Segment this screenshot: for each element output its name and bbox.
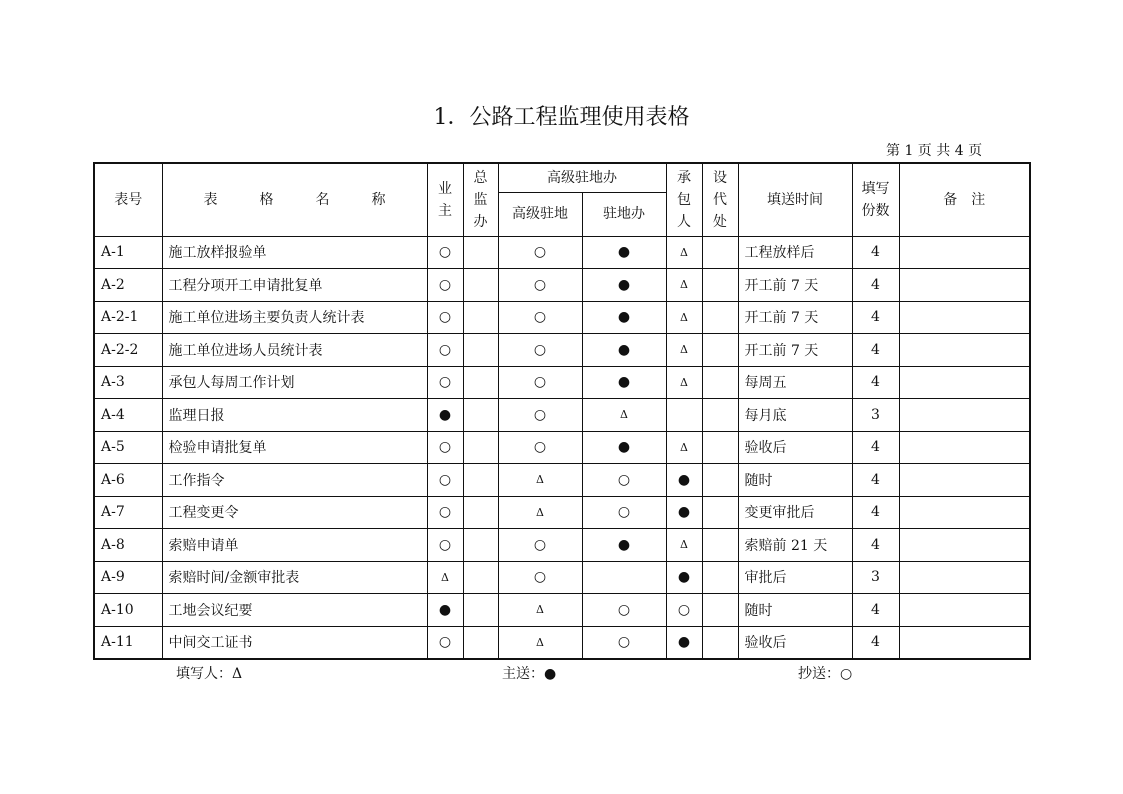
cell-senior-resident: ○	[498, 366, 582, 399]
cell-chief	[463, 431, 498, 464]
cell-remark	[899, 626, 1030, 659]
cell-resident: ○	[582, 594, 666, 627]
cell-remark	[899, 561, 1030, 594]
cell-remark	[899, 529, 1030, 562]
header-senior-resident: 高级驻地	[498, 192, 582, 236]
cell-copies: 4	[852, 334, 899, 367]
header-time: 填送时间	[738, 163, 852, 236]
cell-copies: 4	[852, 269, 899, 302]
table-row	[94, 496, 1030, 529]
cell-senior-resident: Δ	[498, 496, 582, 529]
cell-code: A-2-1	[94, 301, 162, 334]
cell-resident: ●	[582, 529, 666, 562]
cell-owner: ○	[427, 334, 463, 367]
cell-name: 施工放样报验单	[162, 236, 427, 269]
cell-time: 开工前 7 天	[738, 301, 852, 334]
header-resident: 驻地办	[582, 192, 666, 236]
cell-senior-resident: ○	[498, 561, 582, 594]
cell-name: 承包人每周工作计划	[162, 366, 427, 399]
cell-remark	[899, 236, 1030, 269]
cell-remark	[899, 399, 1030, 432]
cell-design	[702, 366, 738, 399]
cell-owner: Δ	[427, 561, 463, 594]
cell-chief	[463, 626, 498, 659]
cell-design	[702, 236, 738, 269]
cell-chief	[463, 496, 498, 529]
cell-chief	[463, 334, 498, 367]
header-owner: 业 主	[427, 163, 463, 236]
header-name: 表 格 名 称	[162, 163, 427, 236]
cell-contractor: Δ	[666, 301, 702, 334]
cell-owner: ○	[427, 301, 463, 334]
cell-name: 工地会议纪要	[162, 594, 427, 627]
cell-contractor: Δ	[666, 431, 702, 464]
header-code: 表号	[94, 163, 162, 236]
header-senior-group: 高级驻地办	[498, 163, 666, 192]
cell-resident: ●	[582, 366, 666, 399]
cell-code: A-8	[94, 529, 162, 562]
cell-design	[702, 561, 738, 594]
cell-owner: ○	[427, 496, 463, 529]
cell-owner: ○	[427, 236, 463, 269]
cell-chief	[463, 366, 498, 399]
cell-contractor: Δ	[666, 236, 702, 269]
cell-senior-resident: Δ	[498, 626, 582, 659]
cell-copies: 3	[852, 561, 899, 594]
cell-contractor: Δ	[666, 269, 702, 302]
cell-contractor: Δ	[666, 529, 702, 562]
cell-design	[702, 464, 738, 497]
table-row	[94, 626, 1030, 659]
cell-remark	[899, 334, 1030, 367]
cell-remark	[899, 464, 1030, 497]
table-row	[94, 269, 1030, 302]
table-row	[94, 301, 1030, 334]
header-design: 设 代 处	[702, 163, 738, 236]
cell-copies: 4	[852, 236, 899, 269]
cell-owner: ●	[427, 594, 463, 627]
cell-design	[702, 594, 738, 627]
cell-time: 每周五	[738, 366, 852, 399]
cell-code: A-6	[94, 464, 162, 497]
header-remark: 备 注	[899, 163, 1030, 236]
cell-chief	[463, 399, 498, 432]
cell-name: 索赔时间/金额审批表	[162, 561, 427, 594]
cell-design	[702, 496, 738, 529]
cell-name: 工程变更令	[162, 496, 427, 529]
cell-copies: 4	[852, 626, 899, 659]
cell-time: 变更审批后	[738, 496, 852, 529]
cell-chief	[463, 594, 498, 627]
cell-contractor: ●	[666, 626, 702, 659]
cell-code: A-9	[94, 561, 162, 594]
cell-chief	[463, 529, 498, 562]
cell-design	[702, 301, 738, 334]
cell-code: A-2-2	[94, 334, 162, 367]
cell-design	[702, 529, 738, 562]
cell-senior-resident: ○	[498, 399, 582, 432]
cell-copies: 4	[852, 301, 899, 334]
cell-owner: ○	[427, 431, 463, 464]
cell-design	[702, 399, 738, 432]
cell-senior-resident: ○	[498, 529, 582, 562]
cell-time: 工程放样后	[738, 236, 852, 269]
document-title: 1．公路工程监理使用表格	[433, 105, 690, 130]
table-row	[94, 594, 1030, 627]
cell-code: A-1	[94, 236, 162, 269]
cell-resident: ●	[582, 301, 666, 334]
cell-remark	[899, 301, 1030, 334]
cell-name: 索赔申请单	[162, 529, 427, 562]
cell-contractor: Δ	[666, 334, 702, 367]
cell-copies: 3	[852, 399, 899, 432]
cell-resident: ●	[582, 269, 666, 302]
cell-remark	[899, 431, 1030, 464]
cell-resident: ○	[582, 464, 666, 497]
cell-senior-resident: ○	[498, 236, 582, 269]
cell-resident: ○	[582, 626, 666, 659]
cell-owner: ●	[427, 399, 463, 432]
cell-copies: 4	[852, 529, 899, 562]
header-chief: 总 监 办	[463, 163, 498, 236]
cell-name: 工程分项开工申请批复单	[162, 269, 427, 302]
cell-name: 工作指令	[162, 464, 427, 497]
cell-resident: Δ	[582, 399, 666, 432]
table-row	[94, 366, 1030, 399]
cell-code: A-7	[94, 496, 162, 529]
cell-owner: ○	[427, 626, 463, 659]
cell-copies: 4	[852, 464, 899, 497]
cell-owner: ○	[427, 269, 463, 302]
cell-senior-resident: Δ	[498, 594, 582, 627]
cell-chief	[463, 301, 498, 334]
cell-contractor: ●	[666, 496, 702, 529]
cell-time: 审批后	[738, 561, 852, 594]
table-row	[94, 236, 1030, 269]
cell-senior-resident: ○	[498, 269, 582, 302]
cell-name: 中间交工证书	[162, 626, 427, 659]
cell-chief	[463, 464, 498, 497]
cell-code: A-4	[94, 399, 162, 432]
table-row	[94, 431, 1030, 464]
legend-copy: 抄送：○	[798, 666, 853, 682]
cell-remark	[899, 496, 1030, 529]
cell-name: 检验申请批复单	[162, 431, 427, 464]
cell-time: 开工前 7 天	[738, 269, 852, 302]
cell-code: A-3	[94, 366, 162, 399]
cell-remark	[899, 366, 1030, 399]
header-contractor: 承 包 人	[666, 163, 702, 236]
cell-code: A-5	[94, 431, 162, 464]
table-row	[94, 561, 1030, 594]
cell-design	[702, 431, 738, 464]
cell-resident: ●	[582, 236, 666, 269]
cell-remark	[899, 269, 1030, 302]
cell-copies: 4	[852, 431, 899, 464]
cell-code: A-10	[94, 594, 162, 627]
cell-copies: 4	[852, 594, 899, 627]
cell-design	[702, 626, 738, 659]
legend-filler: 填写人：Δ	[176, 666, 243, 682]
cell-resident: ●	[582, 334, 666, 367]
cell-resident	[582, 561, 666, 594]
cell-time: 开工前 7 天	[738, 334, 852, 367]
cell-contractor: ●	[666, 561, 702, 594]
cell-copies: 4	[852, 366, 899, 399]
cell-name: 监理日报	[162, 399, 427, 432]
cell-senior-resident: ○	[498, 334, 582, 367]
table-row	[94, 464, 1030, 497]
forms-table	[93, 162, 1031, 660]
cell-copies: 4	[852, 496, 899, 529]
cell-contractor: ○	[666, 594, 702, 627]
table-row	[94, 529, 1030, 562]
table-row	[94, 399, 1030, 432]
cell-time: 每月底	[738, 399, 852, 432]
cell-owner: ○	[427, 529, 463, 562]
page-indicator: 第 1 页 共 4 页	[886, 143, 983, 159]
cell-senior-resident: ○	[498, 301, 582, 334]
cell-design	[702, 269, 738, 302]
cell-time: 随时	[738, 594, 852, 627]
cell-contractor: Δ	[666, 366, 702, 399]
header-copies: 填写 份数	[852, 163, 899, 236]
cell-chief	[463, 561, 498, 594]
cell-chief	[463, 269, 498, 302]
cell-owner: ○	[427, 366, 463, 399]
cell-code: A-2	[94, 269, 162, 302]
cell-resident: ○	[582, 496, 666, 529]
cell-contractor	[666, 399, 702, 432]
cell-name: 施工单位进场人员统计表	[162, 334, 427, 367]
cell-resident: ●	[582, 431, 666, 464]
cell-time: 验收后	[738, 626, 852, 659]
cell-design	[702, 334, 738, 367]
table-row	[94, 334, 1030, 367]
cell-contractor: ●	[666, 464, 702, 497]
cell-code: A-11	[94, 626, 162, 659]
cell-chief	[463, 236, 498, 269]
cell-name: 施工单位进场主要负责人统计表	[162, 301, 427, 334]
cell-remark	[899, 594, 1030, 627]
cell-owner: ○	[427, 464, 463, 497]
cell-time: 索赔前 21 天	[738, 529, 852, 562]
cell-senior-resident: ○	[498, 431, 582, 464]
legend-main: 主送：●	[502, 666, 557, 682]
cell-senior-resident: Δ	[498, 464, 582, 497]
cell-time: 验收后	[738, 431, 852, 464]
cell-time: 随时	[738, 464, 852, 497]
